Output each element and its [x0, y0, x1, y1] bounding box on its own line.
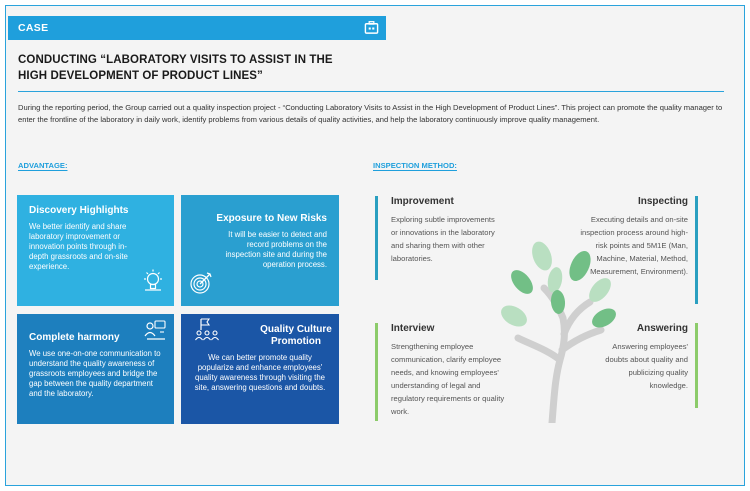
advantage-body: It will be easier to detect and record problems on the inspection site and during the operation process. [225, 230, 327, 269]
method-answering [596, 322, 688, 392]
advantage-title: Exposure to New Risks [216, 213, 327, 224]
team-meeting-icon [142, 318, 168, 344]
target-icon [188, 270, 214, 296]
method-body: Exploring subtle improvements or innovations in the laboratory and sharing them with other laboratories. [391, 215, 495, 263]
answering-accent-bar [695, 323, 698, 408]
advantage-title: Discovery Highlights [29, 205, 129, 216]
inspection-method-heading: INSPECTION METHOD: [373, 161, 457, 170]
method-body: Answering employees' doubts about quality and publicizing quality knowledge. [605, 342, 688, 390]
advantage-body: We can better promote quality popularize and enhance employees' quality awareness through visiting the site, answering questions and doubts. [194, 353, 326, 392]
advantage-complete-harmony [17, 314, 174, 424]
advantage-body: We use one-on-one communication to understand the quality awareness of grassroots employees and bridge the gap between the quality department and the laboratory. [29, 349, 161, 398]
inspecting-accent-bar [695, 196, 698, 304]
briefcase-icon [364, 20, 379, 35]
method-title: Inspecting [637, 196, 688, 207]
advantage-exposure-to-new-risks [181, 195, 339, 306]
interview-accent-bar [375, 323, 378, 421]
advantage-title: Complete harmony [29, 332, 120, 343]
method-improvement [391, 195, 496, 265]
method-title: Improvement [391, 196, 454, 207]
advantage-quality-culture-promotion [181, 314, 339, 424]
method-inspecting [574, 195, 688, 278]
lightbulb-icon [140, 268, 166, 294]
flag-people-icon [194, 316, 220, 342]
case-label: CASE [18, 22, 49, 34]
method-title: Answering [636, 323, 688, 334]
method-body: Strengthening employee communication, clarify employee needs, and knowing employees' understanding of legal and regulatory requirements or quality work. [391, 342, 505, 416]
title-divider [18, 91, 724, 92]
advantage-body: We better identify and share laboratory improvement or innovation points through in-depth grassroots and on-site experience. [29, 222, 128, 271]
method-body: Executing details and on-site inspection process around high-risk points and 5M1E (Man, Machine, Material, Method, Measurement, Environment). [580, 215, 688, 276]
advantage-title: Quality Culture Promotion [260, 324, 332, 347]
advantage-discovery-highlights [17, 195, 174, 306]
improvement-accent-bar [375, 196, 378, 280]
intro-paragraph: During the reporting period, the Group carried out a quality inspection project - “Conducting Laboratory Visits to Assist in the High Development of Product Lines”. This project can promote the quality manager to enter the frontline of the laboratory in daily work, identify problems from various details of quality activities, and help the laboratory continuously improve quality management. [18, 103, 723, 124]
case-header-bar [8, 16, 386, 40]
case-title: CONDUCTING “LABORATORY VISITS TO ASSIST IN THE HIGH DEVELOPMENT OF PRODUCT LINES” [18, 54, 333, 82]
method-interview [391, 322, 511, 418]
method-title: Interview [391, 323, 435, 334]
advantage-heading: ADVANTAGE: [18, 161, 68, 170]
